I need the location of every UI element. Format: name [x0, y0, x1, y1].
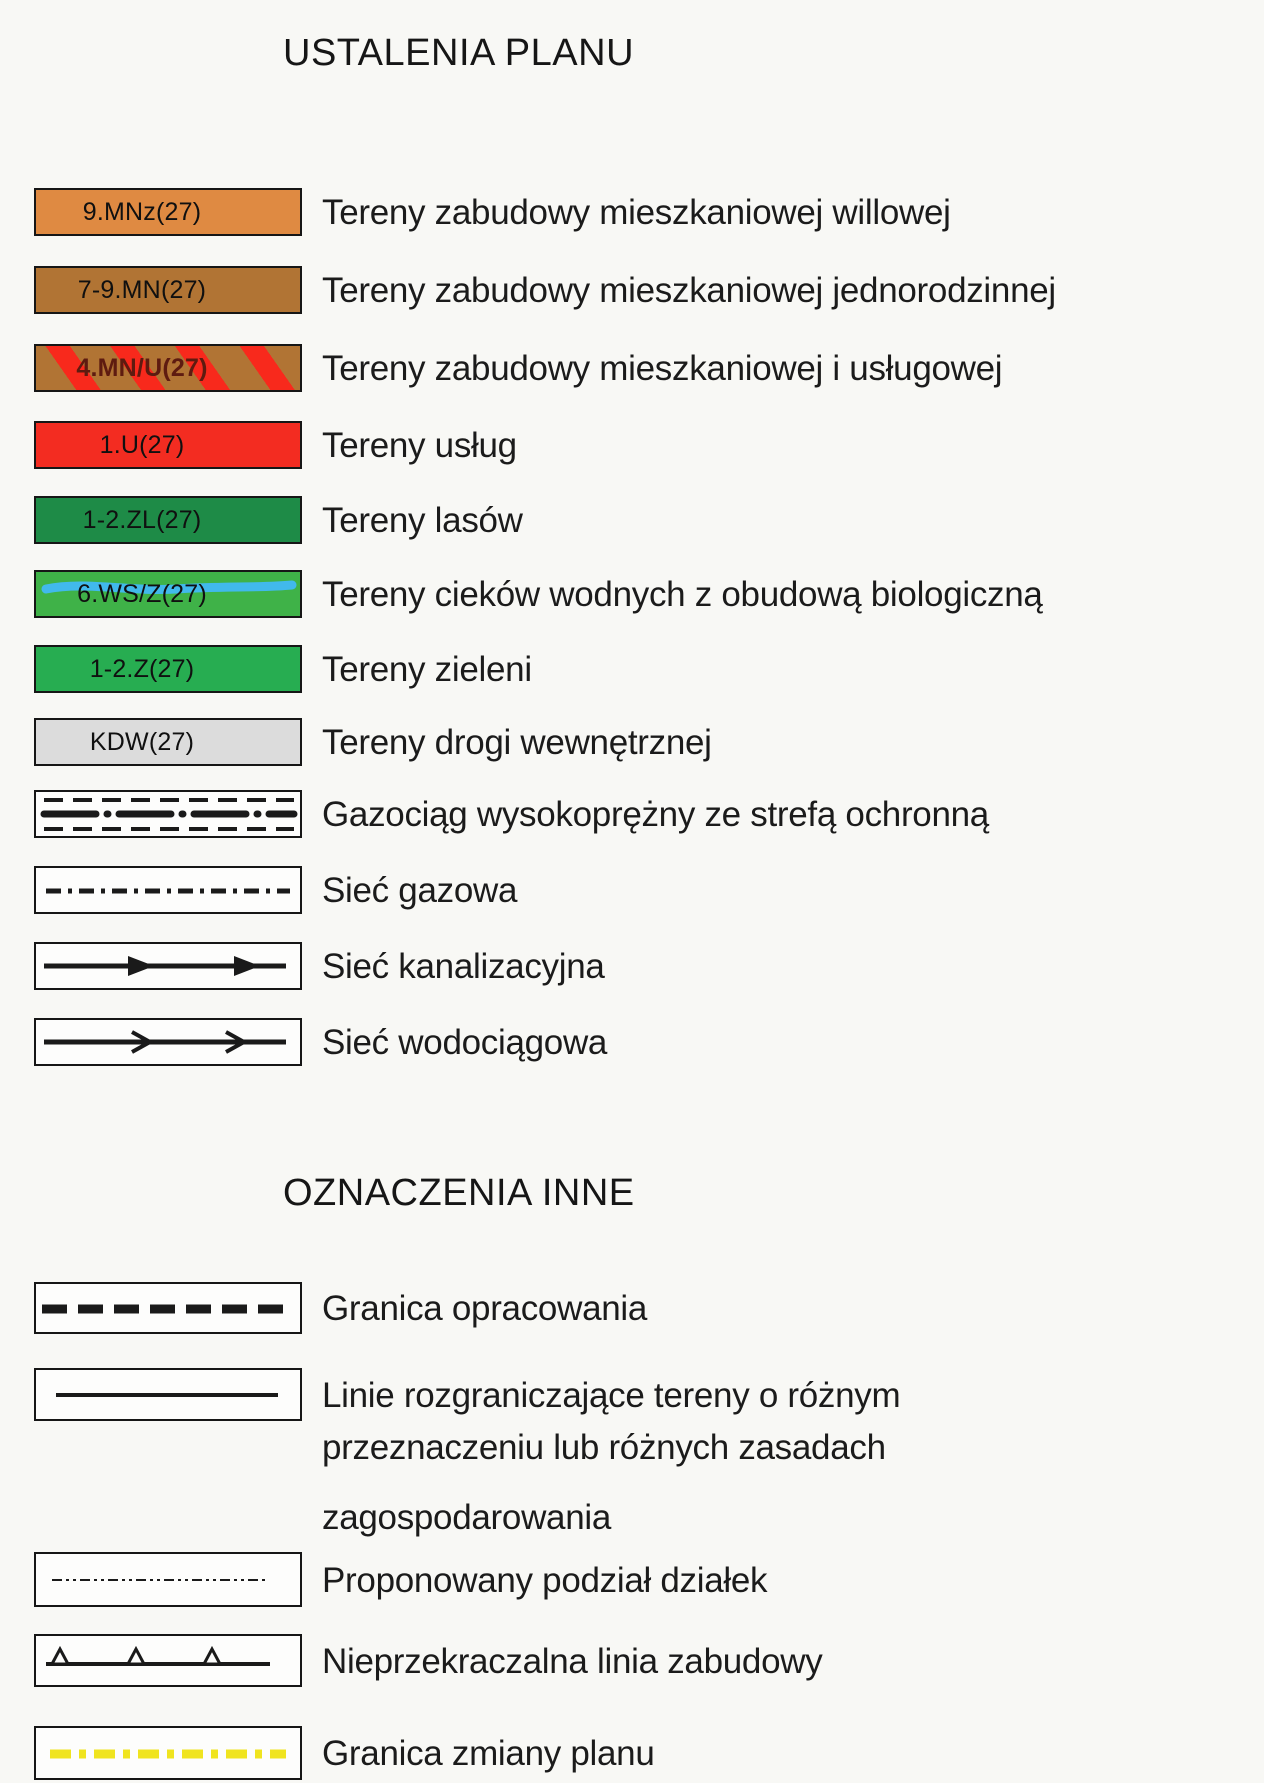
gas-pipeline-icon	[36, 792, 300, 836]
legend-row-wsz	[0, 570, 1264, 618]
gas-network-icon	[36, 868, 300, 912]
legend-label: Tereny usług	[322, 426, 517, 465]
dividing-line-symbol	[34, 1368, 302, 1421]
zone-swatch-mnu-striped	[34, 344, 302, 392]
plan-change-boundary-icon	[36, 1728, 300, 1778]
legend-label: Sieć gazowa	[322, 871, 518, 910]
gas-network-symbol	[34, 866, 302, 914]
legend-label: Tereny drogi wewnętrznej	[322, 723, 712, 762]
legend-label: Granica zmiany planu	[322, 1734, 655, 1773]
legend-row-plan-change-boundary	[0, 1726, 1264, 1780]
legend-row-u	[0, 421, 1264, 469]
plot-division-symbol	[34, 1552, 302, 1607]
zone-swatch-zl	[34, 496, 302, 544]
zone-code: 6.WS/Z(27)	[77, 579, 207, 608]
other-markings-title: OZNACZENIA INNE	[283, 1172, 635, 1214]
zone-swatch-wsz	[34, 570, 302, 618]
study-boundary-symbol	[34, 1282, 302, 1334]
legend-row-z	[0, 645, 1264, 693]
legend-row-zl	[0, 496, 1264, 544]
zone-code: 4.MN/U(27)	[76, 353, 208, 382]
legend-row-mnz	[0, 188, 1264, 236]
legend-label: Tereny cieków wodnych z obudową biologiczną	[322, 575, 1043, 614]
legend-label: Tereny zabudowy mieszkaniowej jednorodzinnej	[322, 271, 1056, 310]
zone-swatch-z	[34, 645, 302, 693]
zone-code: 7-9.MN(27)	[77, 275, 207, 304]
legend-row-gas-pipeline	[0, 790, 1264, 838]
legend-label-line2: przeznaczeniu lub różnych zasadach	[322, 1428, 886, 1467]
zone-swatch-mn	[34, 266, 302, 314]
zone-code: 1-2.ZL(27)	[82, 505, 202, 534]
zone-code: KDW(27)	[89, 727, 195, 756]
sewer-network-icon	[36, 944, 300, 988]
legend-label: Sieć wodociągowa	[322, 1023, 608, 1062]
plan-change-boundary-symbol	[34, 1726, 302, 1780]
legend-row-mn	[0, 266, 1264, 314]
legend-label: Granica opracowania	[322, 1289, 648, 1328]
sewer-network-symbol	[34, 942, 302, 990]
dividing-line-icon	[36, 1370, 300, 1419]
legend-row-plot-division	[0, 1552, 1264, 1607]
legend-row-dividing-line	[0, 1368, 1264, 1421]
building-line-symbol	[34, 1634, 302, 1687]
legend-label: Tereny lasów	[322, 501, 523, 540]
zone-swatch-mnz	[34, 188, 302, 236]
legend-label: Tereny zabudowy mieszkaniowej willowej	[322, 193, 951, 232]
plot-division-icon	[36, 1554, 300, 1605]
building-line-icon	[36, 1636, 300, 1685]
legend-row-building-line	[0, 1634, 1264, 1687]
legend-label: Nieprzekraczalna linia zabudowy	[322, 1642, 823, 1681]
legend-row-study-boundary	[0, 1282, 1264, 1334]
study-boundary-icon	[36, 1284, 300, 1332]
zone-swatch-u	[34, 421, 302, 469]
zone-swatch-kdw	[34, 718, 302, 766]
legend-row-mnu	[0, 344, 1264, 392]
legend-label: Proponowany podział działek	[322, 1561, 768, 1600]
legend-label: Tereny zabudowy mieszkaniowej i usługowej	[322, 349, 1003, 388]
legend-row-water-network	[0, 1018, 1264, 1066]
legend-label: Tereny zieleni	[322, 650, 532, 689]
gas-pipeline-symbol	[34, 790, 302, 838]
legend-row-sewer-network	[0, 942, 1264, 990]
legend-row-kdw	[0, 718, 1264, 766]
legend-title: USTALENIA PLANU	[283, 32, 635, 74]
zone-code: 9.MNz(27)	[82, 197, 202, 226]
legend-label-line3: zagospodarowania	[322, 1498, 612, 1537]
zone-code: 1.U(27)	[99, 430, 185, 459]
legend-row-gas-network	[0, 866, 1264, 914]
legend-label: Sieć kanalizacyjna	[322, 947, 605, 986]
water-network-icon	[36, 1020, 300, 1064]
legend-label: Gazociąg wysokoprężny ze strefą ochronną	[322, 795, 989, 834]
water-network-symbol	[34, 1018, 302, 1066]
legend-label-line1: Linie rozgraniczające tereny o różnym	[322, 1376, 901, 1415]
zone-code: 1-2.Z(27)	[89, 654, 195, 683]
